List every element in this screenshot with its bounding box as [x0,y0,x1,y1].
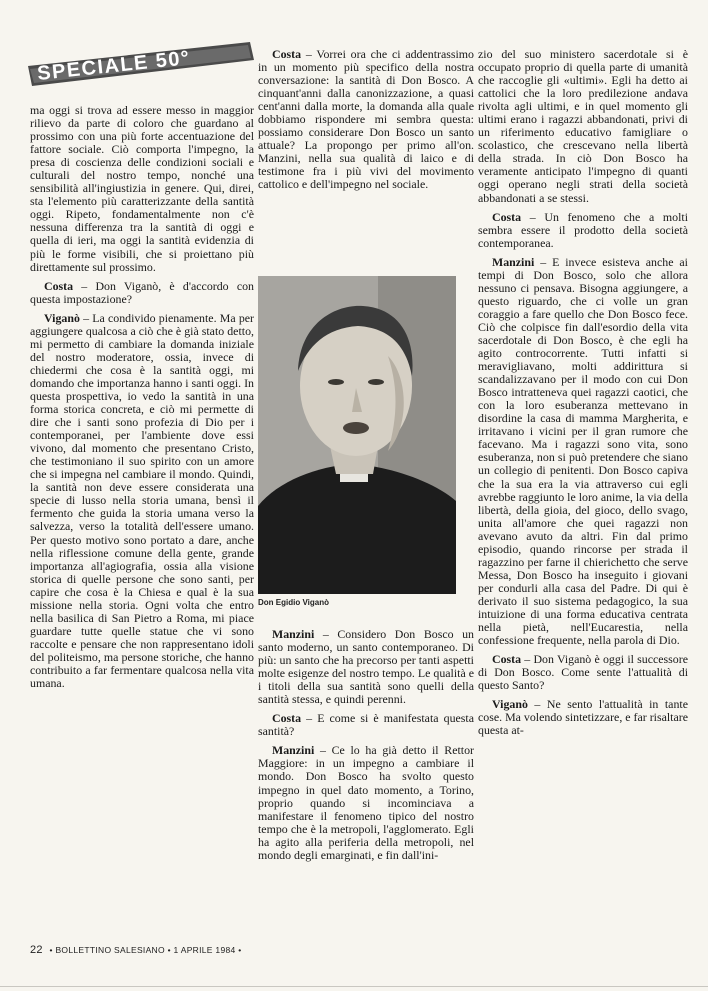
paragraph-text: – E come si è manifestata questa santità? [258,711,474,739]
speaker-name: Viganò [44,310,80,325]
paragraph-text: ma oggi si trova ad essere messo in maggior rilievo da parte di coloro che guardano al prossimo con una più forte accentuazione del fattore sociale. Ciò comporta l'impegno, la presa di coscienza delle condizioni sociali e culturali del nostro tempo, nonché una sensibilità all'ingiustizia in genere. Qui, direi, sta l'elemento più caratterizzante della santità oggi. Ripeto, fondamentalmente non c'è nessuna differenza tra la santità di oggi e quella di ieri, ma oggi la santità evidenzia di più le forme visibili, che si proiettano più direttamente sul prossimo. [30,103,254,274]
paragraph-text: – E invece esisteva anche ai tempi di Don Bosco, solo che allora nessuno ci pensava. Bisogna aggiungere, a questo riguardo, che ci volle un gran coraggio a fare quello che Don Bosco fece. Ciò che colpisce fin dall'esordio della vita sacerdotale di Don Bosco, è che egli ha agito controcorrente. Tutti infatti si meravigliavano, molti addirittura si scandalizzavano per il modo con cui Don Bosco intratteneva quei ragazzi caotici, che con la loro esuberanza mettevano in disordine la casa di mamma Margherita, e irritavano i vicini per il gran rumore che facevano. Ma i ragazzi sono vita, sono esuberanza, non si può pretendere che siano un collegio di penitenti. Don Bosco capiva che la sua era la via attraverso cui egli avrebbe raggiunto le loro anime, la via della libertà, della gioia, del gioco, dello svago, unita all'amore che quei ragazzi non avevano avuto da altri. Fin dal primo episodio, quando rincorse per strada il ragazzino per farne il chierichetto che serve Messa, Don Bosco ha inseguito i giovani per condurli alla casa del Padre. Di qui è derivato il suo sistema pedagogico, la sua intuizione di una forma educativa centrata nella pietà, nell'Eucarestia, nella confessione frequente, nella parola di Dio. [478,254,688,648]
paragraph [258,628,474,706]
speaker-name: Manzini [272,743,315,758]
paragraph [478,698,688,737]
column-2-bottom [258,628,474,868]
speaker-name: Costa [44,278,74,293]
speaker-name: Manzini [272,627,315,641]
banner-label: SPECIALE 50° [36,47,192,85]
paragraph [258,48,474,192]
publication-line: • BOLLETTINO SALESIANO • 1 APRILE 1984 • [49,945,242,955]
paragraph-text: – Un fenomeno che a molti sembra essere il prodotto della società contemporanea. [478,209,688,250]
column-3 [478,48,688,743]
column-2-top [258,48,474,198]
paragraph [258,712,474,738]
paragraph-text: – Don Viganò, è d'accordo con questa impostazione? [30,278,254,306]
paragraph-text: – Vorrei ora che ci addentrassimo in un momento più specifico della nostra conversazione: la santità di Don Bosco. A cinquant'anni dalla canonizzazione, a quasi cent'anni dalla morte, la domanda alla quale dobbiamo rispondere mi sembra questa: possiamo considerare Don Bosco un santo attuale? La propongo per primo all'on. Manzini, nella sua qualità di laico e di testimone fra i più vivi del movimento cattolico e dell'impegno nel sociale. [258,47,474,192]
paragraph-text: – Considero Don Bosco un santo moderno, un santo contemporaneo. Di più: un santo che ha precorso per tanti aspetti molte esigenze del nostro tempo. Le qualità e i titoli della sua santità sono quelli della santità stessa, e quindi perenni. [258,627,474,707]
paragraph-text: – Ne sento l'attualità in tante cose. Ma volendo sintetizzare, e far risaltare questa at- [478,697,688,738]
paragraph [258,744,474,861]
paragraph [478,256,688,647]
speaker-name: Costa [492,652,522,667]
section-banner [22,36,257,94]
photo-caption: Don Egidio Viganò [258,598,329,607]
paragraph-text: – Ce lo ha già detto il Rettor Maggiore: in un impegno a cambiare il mondo. Don Bosco ha svolto questo impegno in quel dato momento, a Torino, proprio quando si incominciava a manifestare il fenomeno tipico del nostro tempo che è la metropoli, l'agglomerato. Egli ha agito alla periferia della metropoli, nel mondo degli emarginati, e fin dall'ini- [258,743,474,862]
paragraph-text: – La condivido pienamente. Ma per aggiungere qualcosa a ciò che è già stato detto, mi permetto di cambiare la domanda iniziale del nostro moderatore, ossia, invece di chiedermi che cosa è la santità oggi, mi domando che importanza hanno i santi oggi. In questa prospettiva, io vedo la santità in una forma storica concreta, e ciò mi permette di dire che i santi sono profezia di Dio per i contemporanei, per l'ambiente dove essi vivono, dal momento che presentano Cristo, che testimoniano il suo spirito con un amore che si impegna nel cambiare il mondo. Quindi, la santità non deve essere considerata una specie di lusso nella storia umana, bensì il fermento che guida la storia umana verso la salvezza, verso la totalità dell'essere umano. Per questo motivo sono portato a dare, anche nella riflessione comune della gente, grande importanza all'agiografia, ossia alla visione storica di quelle persone che sono santi, per capire che cosa è la Chiesa e qual è la sua missione nella storia. Ogni volta che entro nella basilica di San Pietro a Roma, mi piace guardare tutte quelle statue che vi sono raccolte e pensare che non rappresentano idoli del politeismo, ma persone storiche, che hanno contribuito a far fermentare qualcosa nella vita umana. [30,310,254,691]
paragraph-text: zio del suo ministero sacerdotale si è occupato proprio di quella parte di umanità che raccoglie gli «ultimi». Egli ha detto ai cattolici che la loro predilezione andava rivolta agli ultimi, e in quel momento gli ultimi erano i ragazzi abbandonati, privi di un riferimento educativo famigliare o scolastico, che crescevano nella libertà della strada. In ciò Don Bosco ha veramente anticipato l'impegno di quanti oggi operano negli strati della società abbandonati a se stessi. [478,47,688,205]
paragraph [478,653,688,692]
paragraph [478,48,688,205]
speaker-name: Costa [492,209,522,224]
bottom-divider [0,986,708,987]
speaker-name: Viganò [492,697,528,712]
paragraph-text: – Don Viganò è oggi il successore di Don Bosco. Come sente l'attualità di questo Santo? [478,652,688,693]
paragraph [30,312,254,690]
paragraph [30,104,254,274]
page-footer [30,944,330,956]
portrait-photo [258,276,456,594]
column-1 [30,104,254,696]
banner-graphic [22,36,257,94]
portrait-illustration [258,276,456,594]
speaker-name: Costa [272,47,302,61]
paragraph [30,280,254,306]
paragraph [478,211,688,250]
speaker-name: Costa [272,711,302,726]
speaker-name: Manzini [492,254,535,269]
page-number: 22 [30,944,43,956]
